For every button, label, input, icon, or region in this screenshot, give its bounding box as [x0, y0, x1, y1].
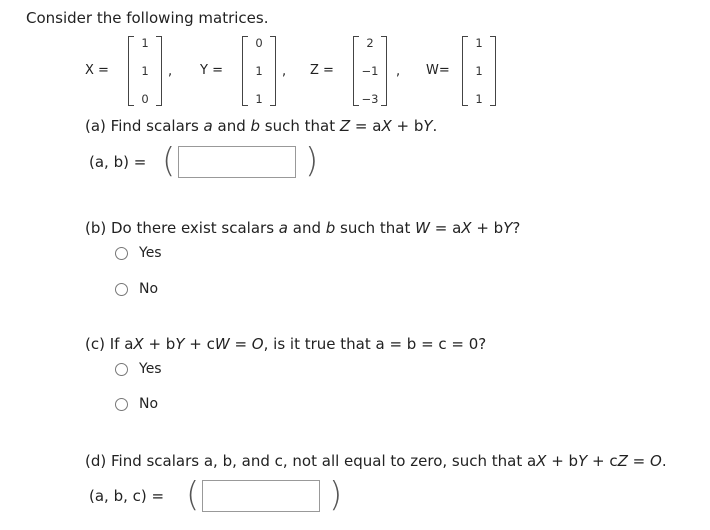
matrix-y-label: Y = — [200, 63, 223, 78]
matrix-w — [462, 36, 496, 106]
part-c-text: = — [229, 335, 252, 353]
radio-button[interactable] — [115, 398, 128, 411]
part-c-option-no[interactable] — [115, 396, 158, 412]
part-a-text: such that — [260, 117, 340, 135]
close-paren: ) — [329, 475, 343, 515]
part-d-answer-label: (a, b, c) = — [89, 487, 165, 505]
var-x: X — [536, 452, 547, 470]
part-b-text: such that — [335, 219, 416, 237]
option-label: Yes — [139, 361, 162, 377]
var-x: X — [381, 117, 392, 135]
matrix-z-entry: −3 — [361, 92, 379, 106]
intro-text: Consider the following matrices. — [26, 9, 269, 27]
part-b-text: and — [287, 219, 326, 237]
matrix-y — [242, 36, 276, 106]
matrix-z-label: Z = — [310, 63, 334, 78]
part-a-text: = a — [350, 117, 382, 135]
part-c-question — [85, 335, 486, 353]
matrix-x-entry: 1 — [141, 64, 149, 78]
part-d-question — [85, 452, 667, 470]
part-a-answer-label: (a, b) = — [89, 153, 147, 171]
matrix-w-entry: 1 — [475, 36, 483, 50]
var-y: Y — [175, 335, 185, 353]
part-a-question — [85, 117, 437, 135]
comma: , — [168, 64, 173, 79]
var-z: Z — [339, 117, 351, 135]
open-paren: ( — [162, 141, 176, 181]
part-d-text: + c — [587, 452, 618, 470]
radio-button[interactable] — [115, 363, 128, 376]
part-a-text: + b — [391, 117, 424, 135]
part-d-answer-input[interactable] — [202, 480, 320, 512]
part-b-option-yes[interactable] — [115, 245, 162, 261]
var-o: O — [650, 452, 662, 470]
close-paren: ) — [305, 141, 319, 181]
option-label: No — [139, 281, 159, 297]
comma: , — [396, 64, 401, 79]
matrix-x-label: X = — [85, 63, 109, 78]
matrix-x-entry: 0 — [141, 92, 149, 106]
radio-button[interactable] — [115, 247, 128, 260]
var-a: a — [203, 117, 213, 135]
matrix-y-entry: 1 — [255, 64, 263, 78]
part-d-text: + b — [546, 452, 579, 470]
matrix-x — [128, 36, 162, 106]
matrix-w-label: W= — [426, 63, 450, 78]
matrix-y-entry: 1 — [255, 92, 263, 106]
matrix-z-entry: 2 — [366, 36, 374, 50]
matrix-w-entry: 1 — [475, 64, 483, 78]
open-paren: ( — [186, 475, 200, 515]
part-a-text: . — [432, 117, 438, 135]
part-c-text: (c) If a — [85, 335, 134, 353]
part-c-option-yes[interactable] — [115, 361, 162, 377]
var-w: W — [415, 219, 430, 237]
var-b: b — [250, 117, 261, 135]
part-b-text: ? — [512, 219, 521, 237]
part-c-text: + b — [143, 335, 176, 353]
comma: , — [282, 64, 287, 79]
option-label: No — [139, 396, 159, 412]
part-c-text: + c — [184, 335, 215, 353]
radio-button[interactable] — [115, 283, 128, 296]
var-o: O — [251, 335, 264, 353]
part-d-text: (d) Find scalars a, b, and c, not all equal to zero, such that a — [85, 452, 537, 470]
part-b-option-no[interactable] — [115, 281, 158, 297]
part-a-text: and — [212, 117, 251, 135]
option-label: Yes — [139, 245, 162, 261]
var-x: X — [461, 219, 472, 237]
var-b: b — [325, 219, 336, 237]
part-d-text: . — [661, 452, 667, 470]
var-x: X — [133, 335, 144, 353]
var-a: a — [278, 219, 288, 237]
matrix-z — [353, 36, 387, 106]
var-y: Y — [423, 117, 433, 135]
matrix-y-entry: 0 — [255, 36, 263, 50]
part-b-text: (b) Do there exist scalars — [85, 219, 279, 237]
var-y: Y — [578, 452, 588, 470]
part-b-text: = a — [429, 219, 462, 237]
part-d-text: = — [627, 452, 651, 470]
var-z: Z — [617, 452, 628, 470]
var-w: W — [214, 335, 230, 353]
part-a-answer-input[interactable] — [178, 146, 296, 178]
matrix-w-entry: 1 — [475, 92, 483, 106]
part-c-text: , is it true that a = b = c = 0? — [263, 335, 487, 353]
matrix-x-entry: 1 — [141, 36, 149, 50]
part-b-text: + b — [471, 219, 504, 237]
var-y: Y — [503, 219, 513, 237]
matrix-z-entry: −1 — [361, 64, 379, 78]
part-a-text: (a) Find scalars — [85, 117, 204, 135]
part-b-question — [85, 219, 520, 237]
